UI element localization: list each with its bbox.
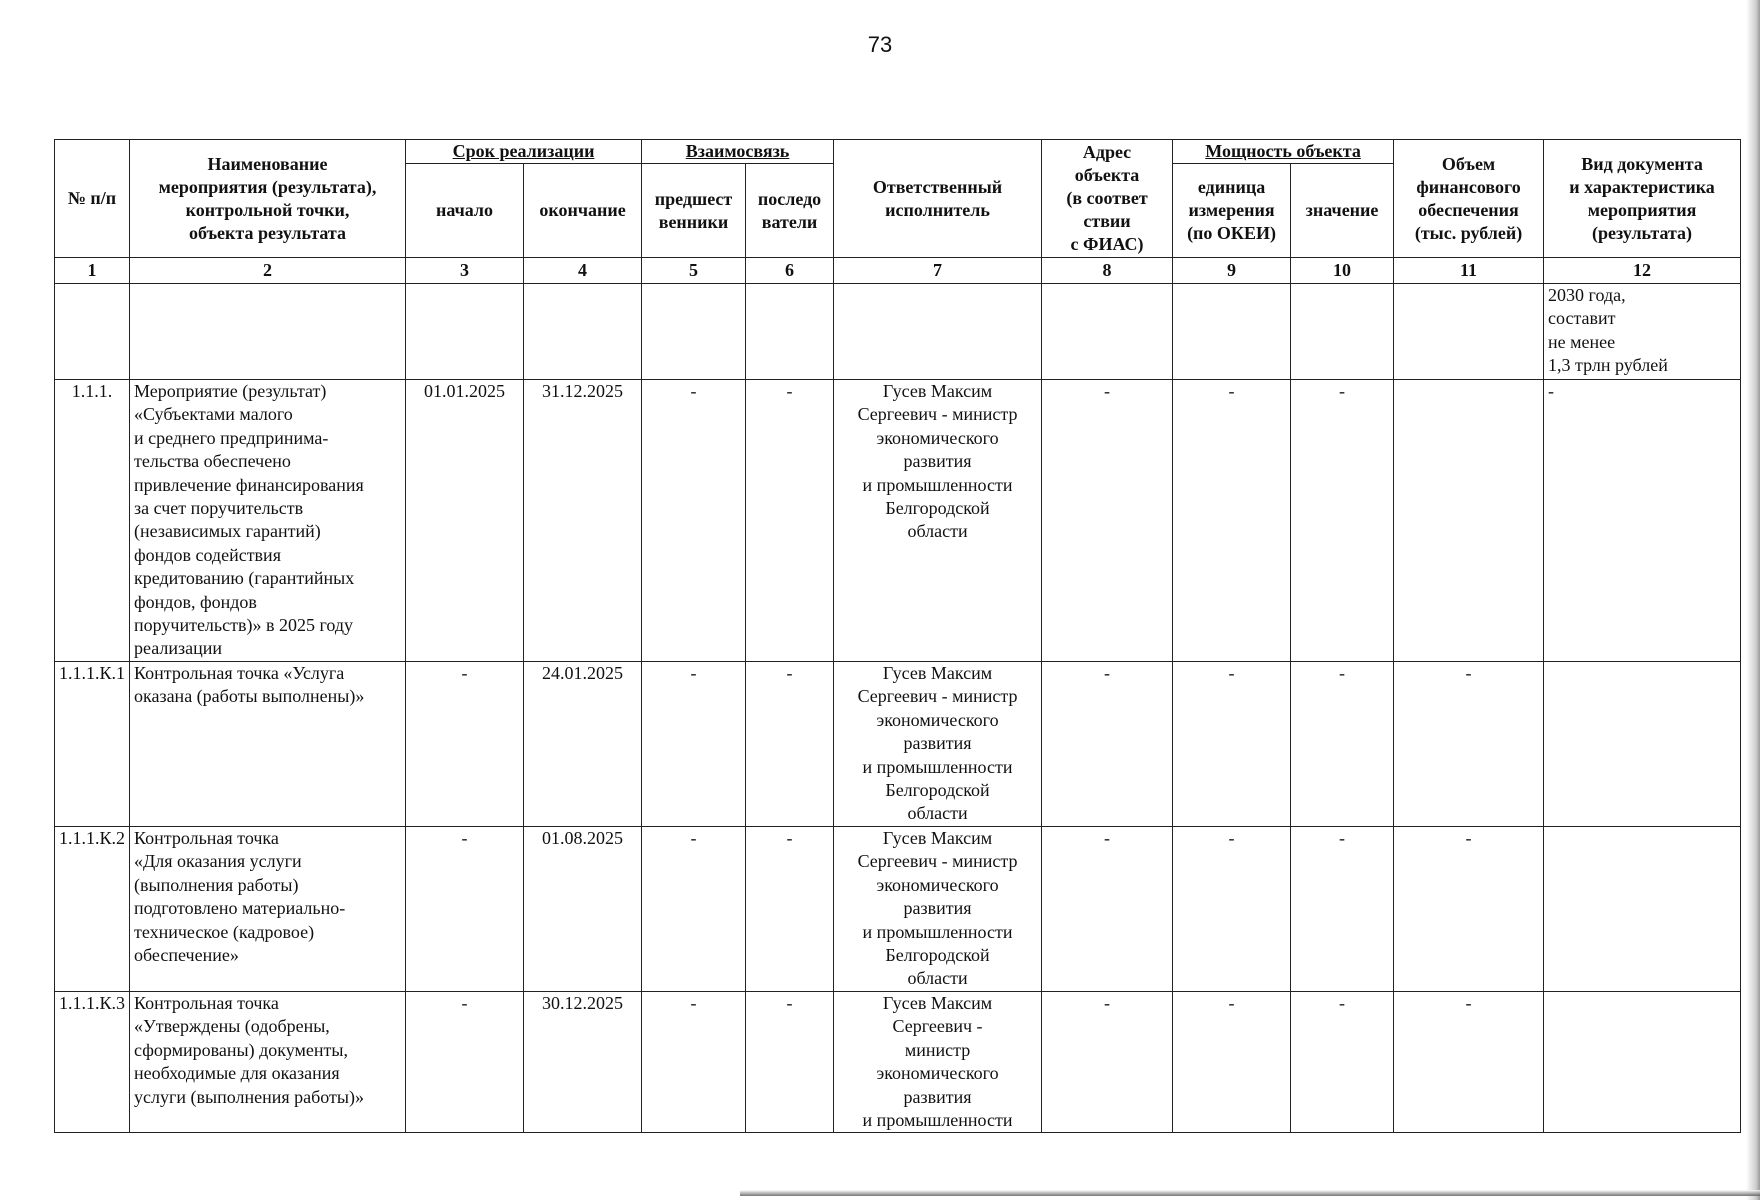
cell-responsible: Гусев Максим Сергеевич - министр экономического развития и промышленности — [834, 992, 1042, 1133]
column-number: 2 — [130, 258, 406, 284]
header-period-start: начало — [406, 164, 524, 258]
header-doc-type: Вид документа и характеристика мероприятия (результата) — [1544, 140, 1741, 258]
column-number: 6 — [746, 258, 834, 284]
cell-next: - — [746, 380, 834, 662]
cell-start: - — [406, 662, 524, 827]
header-responsible: Ответственный исполнитель — [834, 140, 1042, 258]
cell-responsible: Гусев Максим Сергеевич - министр экономического развития и промышленности Белгородской области — [834, 380, 1042, 662]
cell-unit: - — [1173, 380, 1291, 662]
cell-end: 01.08.2025 — [524, 827, 642, 992]
column-number: 11 — [1394, 258, 1544, 284]
cell-funding: - — [1394, 827, 1544, 992]
cell-doc: 2030 года, составит не менее 1,3 трлн рублей — [1544, 284, 1741, 380]
column-number: 7 — [834, 258, 1042, 284]
cell-address: - — [1042, 380, 1173, 662]
cell-unit: - — [1173, 827, 1291, 992]
cell-num: 1.1.1.К.2 — [55, 827, 130, 992]
cell-end — [524, 284, 642, 380]
header-name: Наименование мероприятия (результата), контрольной точки, объекта результата — [130, 140, 406, 258]
column-number: 4 — [524, 258, 642, 284]
column-number: 9 — [1173, 258, 1291, 284]
header-capacity: Мощность объекта — [1173, 140, 1394, 164]
cell-name: Контрольная точка «Утверждены (одобрены, сформированы) документы, необходимые для оказания услуги (выполнения работы)» — [130, 992, 406, 1133]
cell-prev: - — [642, 827, 746, 992]
cell-prev: - — [642, 662, 746, 827]
cell-end: 31.12.2025 — [524, 380, 642, 662]
cell-prev — [642, 284, 746, 380]
cell-num: 1.1.1.К.1 — [55, 662, 130, 827]
cell-prev: - — [642, 992, 746, 1133]
cell-start — [406, 284, 524, 380]
header-address: Адрес объекта (в соответ ствии с ФИАС) — [1042, 140, 1173, 258]
cell-doc — [1544, 662, 1741, 827]
scan-bottom-shadow — [740, 1190, 1760, 1196]
cell-end: 24.01.2025 — [524, 662, 642, 827]
cell-doc — [1544, 827, 1741, 992]
cell-funding — [1394, 284, 1544, 380]
cell-funding — [1394, 380, 1544, 662]
cell-value: - — [1291, 662, 1394, 827]
header-funding: Объем финансового обеспечения (тыс. рублей) — [1394, 140, 1544, 258]
cell-name — [130, 284, 406, 380]
cell-responsible: Гусев Максим Сергеевич - министр экономического развития и промышленности Белгородской области — [834, 662, 1042, 827]
cell-doc — [1544, 992, 1741, 1133]
cell-end: 30.12.2025 — [524, 992, 642, 1133]
cell-funding: - — [1394, 662, 1544, 827]
cell-address: - — [1042, 662, 1173, 827]
cell-unit — [1173, 284, 1291, 380]
header-capacity-unit: единица измерения (по ОКЕИ) — [1173, 164, 1291, 258]
cell-num — [55, 284, 130, 380]
cell-value: - — [1291, 992, 1394, 1133]
cell-doc: - — [1544, 380, 1741, 662]
header-relation-prev: предшест венники — [642, 164, 746, 258]
header-num: № п/п — [55, 140, 130, 258]
cell-num: 1.1.1.К.3 — [55, 992, 130, 1133]
cell-address: - — [1042, 827, 1173, 992]
cell-start: - — [406, 992, 524, 1133]
scan-edge-shadow — [1746, 0, 1760, 1200]
cell-name: Контрольная точка «Для оказания услуги (выполнения работы) подготовлено материально- техническое (кадровое) обеспечение» — [130, 827, 406, 992]
column-number: 12 — [1544, 258, 1741, 284]
page-number: 73 — [867, 32, 893, 57]
column-number: 1 — [55, 258, 130, 284]
activities-table — [54, 139, 1741, 1133]
cell-name: Контрольная точка «Услуга оказана (работы выполнены)» — [130, 662, 406, 827]
cell-address — [1042, 284, 1173, 380]
cell-value — [1291, 284, 1394, 380]
column-number: 8 — [1042, 258, 1173, 284]
cell-name: Мероприятие (результат) «Субъектами малого и среднего предпринима- тельства обеспечено привлечение финансирования за счет поручительств (независимых гарантий) фондов содействия кредитованию (гарантийных фондов, фондов поручительств)» в 2025 году реализации — [130, 380, 406, 662]
cell-prev: - — [642, 380, 746, 662]
table-row — [55, 284, 1741, 380]
table-row — [55, 992, 1741, 1133]
header-relation: Взаимосвязь — [642, 140, 834, 164]
table-row — [55, 827, 1741, 992]
cell-unit: - — [1173, 992, 1291, 1133]
cell-value: - — [1291, 827, 1394, 992]
table-row — [55, 662, 1741, 827]
header-relation-next: последо ватели — [746, 164, 834, 258]
cell-start: - — [406, 827, 524, 992]
cell-funding: - — [1394, 992, 1544, 1133]
cell-start: 01.01.2025 — [406, 380, 524, 662]
cell-next — [746, 284, 834, 380]
cell-next: - — [746, 827, 834, 992]
header-capacity-value: значение — [1291, 164, 1394, 258]
header-period: Срок реализации — [406, 140, 642, 164]
cell-value: - — [1291, 380, 1394, 662]
cell-responsible: Гусев Максим Сергеевич - министр экономического развития и промышленности Белгородской области — [834, 827, 1042, 992]
header-period-end: окончание — [524, 164, 642, 258]
cell-responsible — [834, 284, 1042, 380]
column-number: 5 — [642, 258, 746, 284]
table-row — [55, 380, 1741, 662]
cell-next: - — [746, 662, 834, 827]
cell-address: - — [1042, 992, 1173, 1133]
column-number: 10 — [1291, 258, 1394, 284]
cell-next: - — [746, 992, 834, 1133]
cell-num: 1.1.1. — [55, 380, 130, 662]
column-number: 3 — [406, 258, 524, 284]
cell-unit: - — [1173, 662, 1291, 827]
